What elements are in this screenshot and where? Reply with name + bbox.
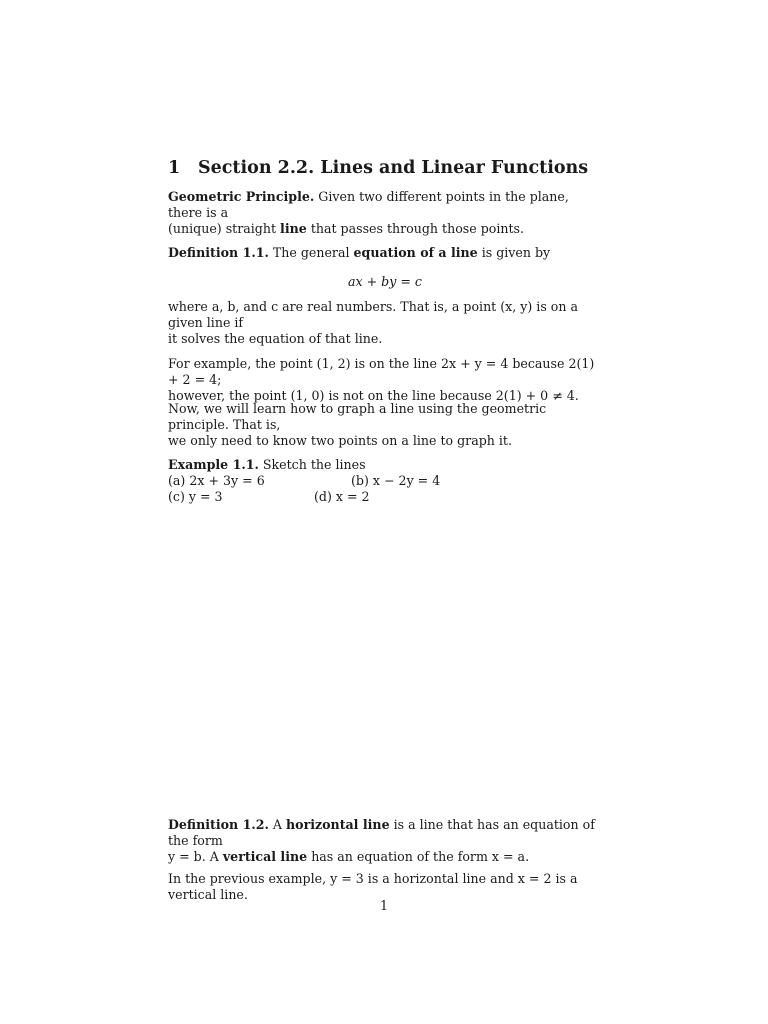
definition-1-2-bold-2: vertical line <box>222 849 308 864</box>
graph-paragraph <box>168 401 602 449</box>
principle-line-1 <box>168 189 602 221</box>
principle-text-2: (unique) straight <box>168 221 277 236</box>
example-paragraph-line-1: For example, the point (1, 2) is on the line 2x + y = 4 because 2(1) + 2 = 4; <box>168 356 595 387</box>
section-number: 1 <box>168 158 181 178</box>
graph-paragraph-line-2: we only need to know two points on a line to graph it. <box>168 433 512 448</box>
definition-1-1-bold: equation of a line <box>353 245 478 260</box>
definition-1-1-label: Definition 1.1. <box>168 245 269 260</box>
graph-paragraph-line-1: Now, we will learn how to graph a line using the geometric principle. That is, <box>168 401 547 432</box>
definition-1-2-text-3: y = b. A <box>168 849 219 864</box>
definition-1-2-text-2: is a line that has an equation of the form <box>168 817 595 848</box>
example-paragraph-line-2: however, the point (1, 0) is not on the line because 2(1) + 0 ≠ 4. <box>168 388 579 403</box>
example-1-1-row-1 <box>168 473 602 489</box>
example-1-1-row-2 <box>168 489 602 505</box>
example-1-1-label: Example 1.1. <box>168 457 259 472</box>
definition-1-2-line-3: In the previous example, y = 3 is a horizontal line and x = 2 is a vertical line. <box>168 871 578 902</box>
definition-1-2-line-2 <box>168 849 602 865</box>
definition-1-1-explanation <box>168 299 602 347</box>
definition-1-1-line-1: where a, b, and c are real numbers. That is, a point (x, y) is on a given line if <box>168 299 578 330</box>
section-heading <box>168 157 602 179</box>
example-item-b: (b) x − 2y = 4 <box>351 473 441 488</box>
principle-label: Geometric Principle. <box>168 189 315 204</box>
definition-1-1-text-1: The general <box>272 245 350 260</box>
example-item-c: (c) y = 3 <box>168 489 223 504</box>
definition-1-2 <box>168 817 602 903</box>
example-paragraph <box>168 356 602 404</box>
definition-1-2-line-1 <box>168 817 602 849</box>
example-1-1 <box>168 457 602 505</box>
definition-1-2-text-4: has an equation of the form x = a. <box>311 849 530 864</box>
definition-1-1-line-2: it solves the equation of that line. <box>168 331 383 346</box>
principle-line-2 <box>168 221 602 237</box>
example-item-a: (a) 2x + 3y = 6 <box>168 473 265 488</box>
example-1-1-text: Sketch the lines <box>262 457 366 472</box>
example-item-d: (d) x = 2 <box>314 489 370 504</box>
definition-1-1 <box>168 245 602 261</box>
definition-1-2-label: Definition 1.2. <box>168 817 269 832</box>
definition-1-2-bold-1: horizontal line <box>286 817 390 832</box>
section-title-text: Section 2.2. Lines and Linear Functions <box>198 158 589 178</box>
page-number: 1 <box>379 898 388 913</box>
line-equation: ax + by = c <box>348 274 422 289</box>
principle-bold: line <box>280 221 307 236</box>
example-1-1-heading <box>168 457 602 473</box>
geometric-principle <box>168 189 602 237</box>
definition-1-1-text-2: is given by <box>481 245 551 260</box>
definition-1-2-text-1: A <box>272 817 282 832</box>
principle-text-3: that passes through those points. <box>310 221 525 236</box>
principle-text-1: Given two different points in the plane, there is a <box>168 189 569 220</box>
